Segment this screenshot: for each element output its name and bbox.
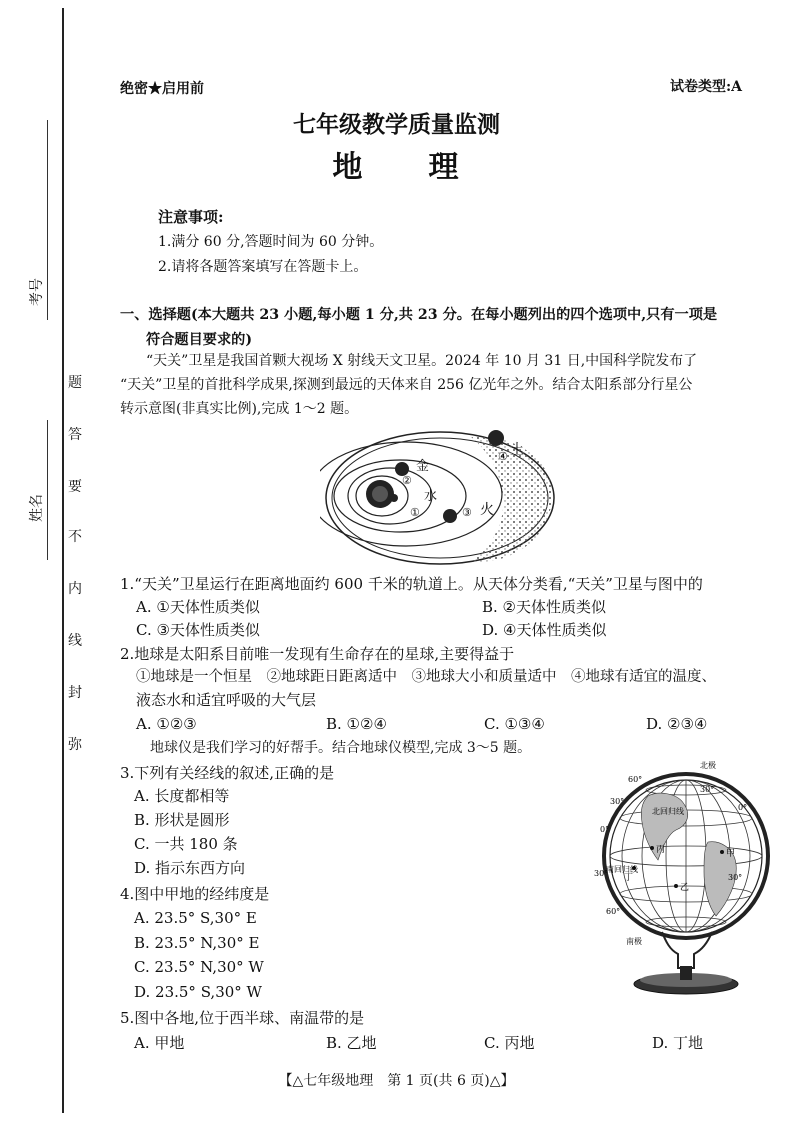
- q4-option-b[interactable]: B. 23.5° N,30° E: [134, 934, 260, 952]
- name-underline: [47, 420, 48, 560]
- exam-title: 七年级教学质量监测: [293, 111, 500, 138]
- q2-option-b[interactable]: B. ①②④: [326, 715, 387, 733]
- question-2-statements: ①地球是一个恒星 ②地球距日距离适中 ③地球大小和质量适中 ④地球有适宜的温度、: [136, 669, 716, 685]
- place-jia: 甲: [726, 849, 736, 859]
- question-5: 5.图中各地,位于西半球、南温带的是: [120, 1009, 365, 1027]
- place-ding: 丁: [624, 873, 634, 883]
- lat-label: 0°: [600, 825, 610, 834]
- tropic-south-label: 南回归线: [606, 865, 638, 874]
- q2-option-c[interactable]: C. ①③④: [484, 715, 545, 733]
- lat-label: 30°: [610, 797, 625, 806]
- tropic-north-label: 北回归线: [652, 807, 684, 816]
- page-footer: 【△七年级地理 第 1 页(共 6 页)△】: [278, 1073, 515, 1089]
- q5-option-c[interactable]: C. 丙地: [484, 1034, 535, 1052]
- q5-option-b[interactable]: B. 乙地: [326, 1034, 377, 1052]
- lon-label: 0°: [738, 803, 748, 812]
- q4-option-a[interactable]: A. 23.5° S,30° E: [134, 909, 257, 927]
- q1-option-c[interactable]: C. ③天体性质类似: [136, 621, 260, 639]
- q3-option-c[interactable]: C. 一共 180 条: [134, 835, 238, 853]
- marker-3: ③: [462, 506, 472, 519]
- question-3: 3.下列有关经线的叙述,正确的是: [120, 764, 335, 782]
- question-4: 4.图中甲地的经纬度是: [120, 885, 270, 903]
- name-label: 姓名: [29, 494, 45, 522]
- q5-option-d[interactable]: D. 丁地: [652, 1034, 704, 1052]
- place-yi: 乙: [680, 883, 690, 893]
- section-heading: 一、选择题(本大题共 23 小题,每小题 1 分,共 23 分。在每小题列出的四个选项中,只有一项是: [120, 307, 718, 323]
- place-bing: 丙: [656, 845, 666, 855]
- label-venus: 金: [416, 459, 430, 474]
- seal-char: 弥: [68, 737, 82, 753]
- label-mars: 火: [480, 502, 494, 518]
- planet-earth: [443, 509, 457, 523]
- confidential-mark: 绝密★启用前: [120, 81, 204, 97]
- lat-label: 60°: [628, 775, 643, 784]
- q3-option-d[interactable]: D. 指示东西方向: [134, 859, 246, 877]
- q1-option-a[interactable]: A. ①天体性质类似: [136, 598, 260, 616]
- seal-char: 答: [68, 427, 82, 443]
- marker-4: ④: [498, 450, 508, 463]
- q5-option-a[interactable]: A. 甲地: [134, 1034, 185, 1052]
- globe-intro: 地球仪是我们学习的好帮手。结合地球仪模型,完成 3～5 题。: [150, 740, 532, 756]
- seal-char: 线: [68, 633, 82, 649]
- seal-char: 要: [68, 479, 82, 495]
- globe-figure: [588, 756, 778, 1006]
- lon-label: 30°: [700, 785, 715, 794]
- label-mercury: 水: [424, 489, 438, 504]
- intro-paragraph: “天关”卫星的首批科学成果,探测到最远的天体来自 256 亿光年之外。结合太阳系部分行星公: [120, 377, 693, 393]
- label-saturn: 土: [510, 442, 524, 458]
- planet-saturn: [488, 430, 504, 446]
- note-item: 1.满分 60 分,答题时间为 60 分钟。: [158, 234, 384, 250]
- marker-1: ①: [410, 506, 420, 519]
- lat-label: 60°: [606, 907, 621, 916]
- paper-type: 试卷类型:A: [670, 79, 743, 95]
- q1-option-b[interactable]: B. ②天体性质类似: [482, 598, 607, 616]
- exam-number-label: 考号: [29, 278, 45, 306]
- q4-option-c[interactable]: C. 23.5° N,30° W: [134, 958, 264, 976]
- seal-char: 封: [68, 685, 82, 701]
- planet-mercury: [390, 494, 398, 502]
- q1-option-d[interactable]: D. ④天体性质类似: [482, 621, 607, 639]
- q2-option-d[interactable]: D. ②③④: [646, 715, 708, 733]
- marker-2: ②: [402, 474, 412, 487]
- intro-paragraph: 转示意图(非真实比例),完成 1～2 题。: [120, 401, 359, 417]
- q3-option-b[interactable]: B. 形状是圆形: [134, 811, 230, 829]
- south-pole-label: 南极: [626, 937, 642, 946]
- section-heading-cont: 符合题目要求的): [146, 332, 253, 348]
- question-2: 2.地球是太阳系目前唯一发现有生命存在的星球,主要得益于: [120, 645, 515, 663]
- intro-paragraph: “天关”卫星是我国首颗大视场 X 射线天文卫星。2024 年 10 月 31 日,中国科学院发布了: [146, 353, 698, 369]
- question-1: 1.“天关”卫星运行在距离地面约 600 千米的轨道上。从天体分类看,“天关”卫星与图中的: [120, 575, 703, 593]
- q3-option-a[interactable]: A. 长度都相等: [134, 787, 230, 805]
- q2-option-a[interactable]: A. ①②③: [136, 715, 197, 733]
- q4-option-d[interactable]: D. 23.5° S,30° W: [134, 983, 262, 1001]
- seal-char: 题: [68, 375, 82, 391]
- seal-char: 内: [68, 581, 82, 597]
- solar-system-figure: [320, 424, 560, 572]
- lat-label: 30°: [594, 869, 609, 878]
- north-pole-label: 北极: [700, 761, 716, 770]
- question-2-statements-cont: 液态水和适宜呼吸的大气层: [136, 691, 317, 709]
- seal-char: 不: [68, 529, 82, 545]
- lon-label: 30°: [728, 873, 743, 882]
- notes-heading: 注意事项:: [158, 208, 224, 226]
- subject-title: 地 理: [332, 150, 461, 185]
- note-item: 2.请将各题答案填写在答题卡上。: [158, 259, 368, 275]
